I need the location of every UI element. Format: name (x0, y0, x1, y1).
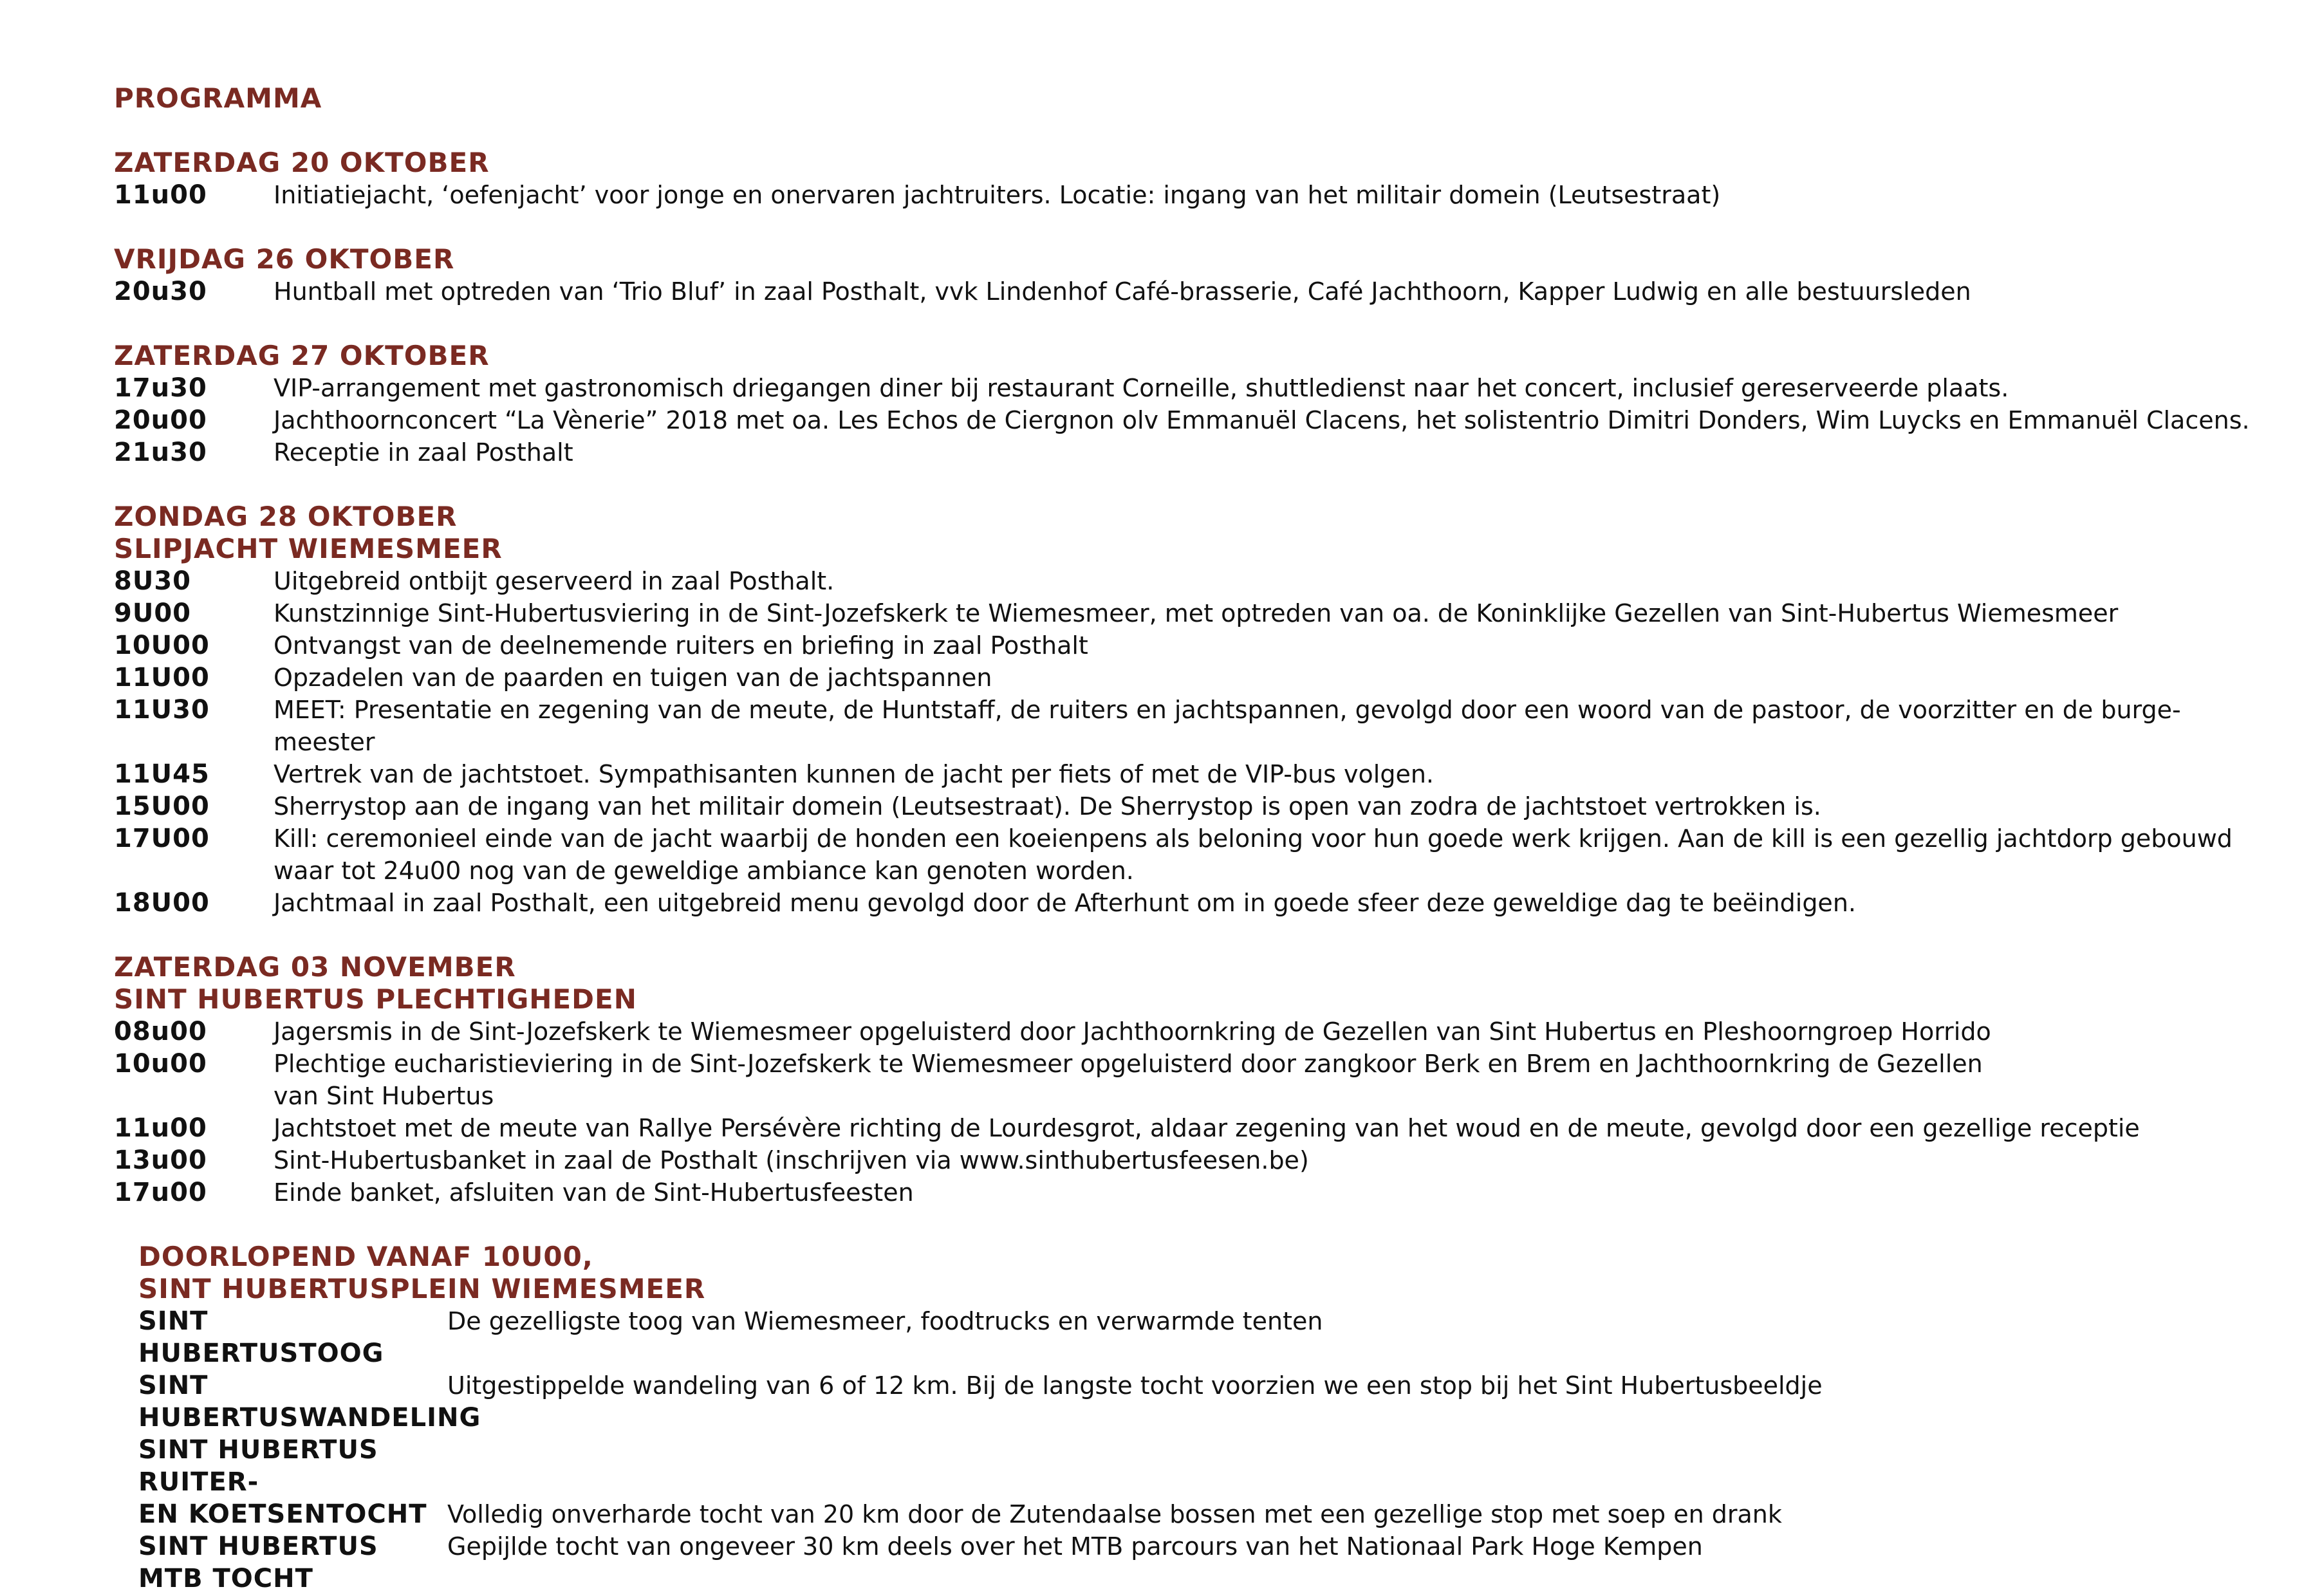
schedule-row (114, 790, 2251, 822)
activity-description: Volledig onverharde tocht van 20 km door de Zutendaalse bossen met een gezellige stop met soep en drank (447, 1500, 1782, 1528)
time-label: 13u00 (114, 1146, 207, 1175)
activity-row (138, 1530, 2251, 1595)
ongoing-location: SINT HUBERTUSPLEIN WIEMESMEER (138, 1273, 706, 1304)
day-heading: VRIJDAG 26 OKTOBER (114, 243, 455, 275)
schedule-row (114, 179, 2251, 211)
event-description: MEET: Presentatie en zegening van de meute, de Huntstaff, de ruiters en jachtspannen, gevolgd door een woord van de pastoor, de voorzitter en de burge-meester (274, 696, 2181, 756)
day-heading: ZATERDAG 27 OKTOBER (114, 340, 490, 371)
time-label: 20u00 (114, 405, 207, 435)
event-description: Uitgebreid ontbijt geserveerd in zaal Posthalt. (274, 567, 835, 595)
schedule-row (114, 822, 2251, 887)
time-label: 10u00 (114, 1049, 207, 1079)
time-label: 20u30 (114, 277, 207, 306)
schedule-row (114, 1016, 2251, 1048)
event-description: Sherrystop aan de ingang van het militair domein (Leutsestraat). De Sherrystop is open van zodra de jachtstoet vertrokken is. (274, 792, 1821, 821)
time-label: 17u30 (114, 373, 207, 403)
schedule-row (114, 758, 2251, 790)
event-description: Sint-Hubertusbanket in zaal de Posthalt (inschrijven via www.sinthubertusfeesen.be) (274, 1146, 1309, 1174)
schedule-row (114, 565, 2251, 597)
activity-row (138, 1305, 2251, 1369)
day-subheading: SINT HUBERTUS PLECHTIGHEDEN (114, 983, 637, 1015)
time-label: 11U45 (114, 759, 210, 789)
schedule-row (114, 372, 2251, 404)
time-label: 11U30 (114, 695, 210, 725)
event-description: Jachthoornconcert “La Vènerie” 2018 met oa. Les Echos de Ciergnon olv Emmanuël Clacens, het solistentrio Dimitri Donders, Wim Luycks en Emmanuël Clacens. (274, 406, 2250, 434)
program-document (114, 82, 2251, 1595)
event-description: Opzadelen van de paarden en tuigen van de jachtspannen (274, 663, 992, 692)
activity-name: SINT HUBERTUSWANDELING (138, 1371, 481, 1433)
schedule-row (114, 694, 2251, 758)
activity-name: SINT HUBERTUSTOOG (138, 1306, 384, 1368)
time-label: 08u00 (114, 1017, 207, 1046)
event-description: Huntball met optreden van ‘Trio Bluf’ in zaal Posthalt, vvk Lindenhof Café-brasserie, Café Jachthoorn, Kapper Ludwig en alle bestuursleden (274, 277, 1971, 306)
time-label: 11u00 (114, 1113, 207, 1143)
activity-row (138, 1434, 2251, 1498)
time-label: 17U00 (114, 824, 210, 853)
event-description: VIP-arrangement met gastronomisch driegangen diner bij restaurant Corneille, shuttledienst naar het concert, inclusief gereserveerde plaats. (274, 374, 2009, 402)
schedule-row (114, 275, 2251, 308)
day-heading: ZATERDAG 20 OKTOBER (114, 147, 490, 178)
schedule-row (114, 1144, 2251, 1176)
schedule-row (114, 662, 2251, 694)
event-description: Kunstzinnige Sint-Hubertusviering in de Sint-Jozefskerk te Wiemesmeer, met optreden van oa. de Koninklijke Gezellen van Sint-Hubertus Wiemesmeer (274, 599, 2119, 627)
activity-description: De gezelligste toog van Wiemesmeer, foodtrucks en verwarmde tenten (447, 1307, 1323, 1335)
activity-row (138, 1369, 2251, 1434)
time-label: 21u30 (114, 438, 207, 467)
event-description: Vertrek van de jachtstoet. Sympathisanten kunnen de jacht per fiets of met de VIP-bus volgen. (274, 760, 1434, 788)
day-section-1 (114, 147, 2251, 211)
activity-name: EN KOETSENTOCHT (138, 1499, 427, 1529)
schedule-row (114, 1112, 2251, 1144)
event-description: Initiatiejacht, ‘oefenjacht’ voor jonge en onervaren jachtruiters. Locatie: ingang van het militair domein (Leutsestraat) (274, 181, 1721, 209)
activity-description: Gepijlde tocht van ongeveer 30 km deels over het MTB parcours van het Nationaal Park Hoge Kempen (447, 1532, 1703, 1561)
activity-description: Uitgestippelde wandeling van 6 of 12 km. Bij de langste tocht voorzien we een stop bij het Sint Hubertusbeeldje (447, 1371, 1823, 1400)
ongoing-section (138, 1241, 2251, 1595)
schedule-row (114, 887, 2251, 919)
time-label: 15U00 (114, 792, 210, 821)
ongoing-heading: DOORLOPEND VANAF 10U00, (138, 1241, 593, 1272)
event-description: Jachtstoet met de meute van Rallye Persévère richting de Lourdesgrot, aldaar zegening van het woud en de meute, gevolgd door een gezellige receptie (274, 1114, 2140, 1142)
day-heading: ZONDAG 28 OKTOBER (114, 501, 458, 532)
schedule-row (114, 1048, 2251, 1112)
day-subheading: SLIPJACHT WIEMESMEER (114, 533, 503, 564)
schedule-row (114, 629, 2251, 662)
schedule-row (114, 436, 2251, 469)
time-label: 17u00 (114, 1178, 207, 1207)
time-label: 8U30 (114, 566, 191, 596)
day-heading: ZATERDAG 03 NOVEMBER (114, 951, 516, 983)
activity-name: SINT HUBERTUS MTB TOCHT (138, 1532, 378, 1593)
time-label: 9U00 (114, 598, 191, 628)
time-label: 11u00 (114, 180, 207, 210)
event-description: Kill: ceremonieel einde van de jacht waarbij de honden een koeienpens als beloning voor hun goede werk krijgen. Aan de kill is een gezellig jachtdorp gebouwd waar tot 24u00 nog van de geweldige ambiance kan genoten worden. (274, 824, 2233, 885)
schedule-row (114, 597, 2251, 629)
activity-description (447, 1434, 2251, 1498)
program-title: PROGRAMMA (114, 82, 322, 114)
event-description: Einde banket, afsluiten van de Sint-Hubertusfeesten (274, 1178, 914, 1207)
event-description: Jagersmis in de Sint-Jozefskerk te Wiemesmeer opgeluisterd door Jachthoornkring de Gezellen van Sint Hubertus en Pleshoorngroep Horrido (274, 1017, 1991, 1046)
event-description: Plechtige eucharistieviering in de Sint-Jozefskerk te Wiemesmeer opgeluisterd door zangkoor Berk en Brem en Jachthoornkring de Gezellen van Sint Hubertus (274, 1050, 1983, 1110)
event-description: Ontvangst van de deelnemende ruiters en briefing in zaal Posthalt (274, 631, 1088, 660)
activity-row (138, 1498, 2251, 1530)
event-description: Receptie in zaal Posthalt (274, 438, 573, 467)
schedule-row (114, 1176, 2251, 1209)
day-section-2 (114, 243, 2251, 308)
activity-name: SINT HUBERTUS RUITER- (138, 1435, 378, 1497)
time-label: 10U00 (114, 631, 210, 660)
day-section-4 (114, 501, 2251, 919)
day-section-5 (114, 951, 2251, 1209)
schedule-row (114, 404, 2251, 436)
day-section-3 (114, 340, 2251, 469)
event-description: Jachtmaal in zaal Posthalt, een uitgebreid menu gevolgd door de Afterhunt om in goede sfeer deze geweldige dag te beëindigen. (274, 889, 1856, 917)
time-label: 18U00 (114, 888, 210, 918)
time-label: 11U00 (114, 663, 210, 692)
